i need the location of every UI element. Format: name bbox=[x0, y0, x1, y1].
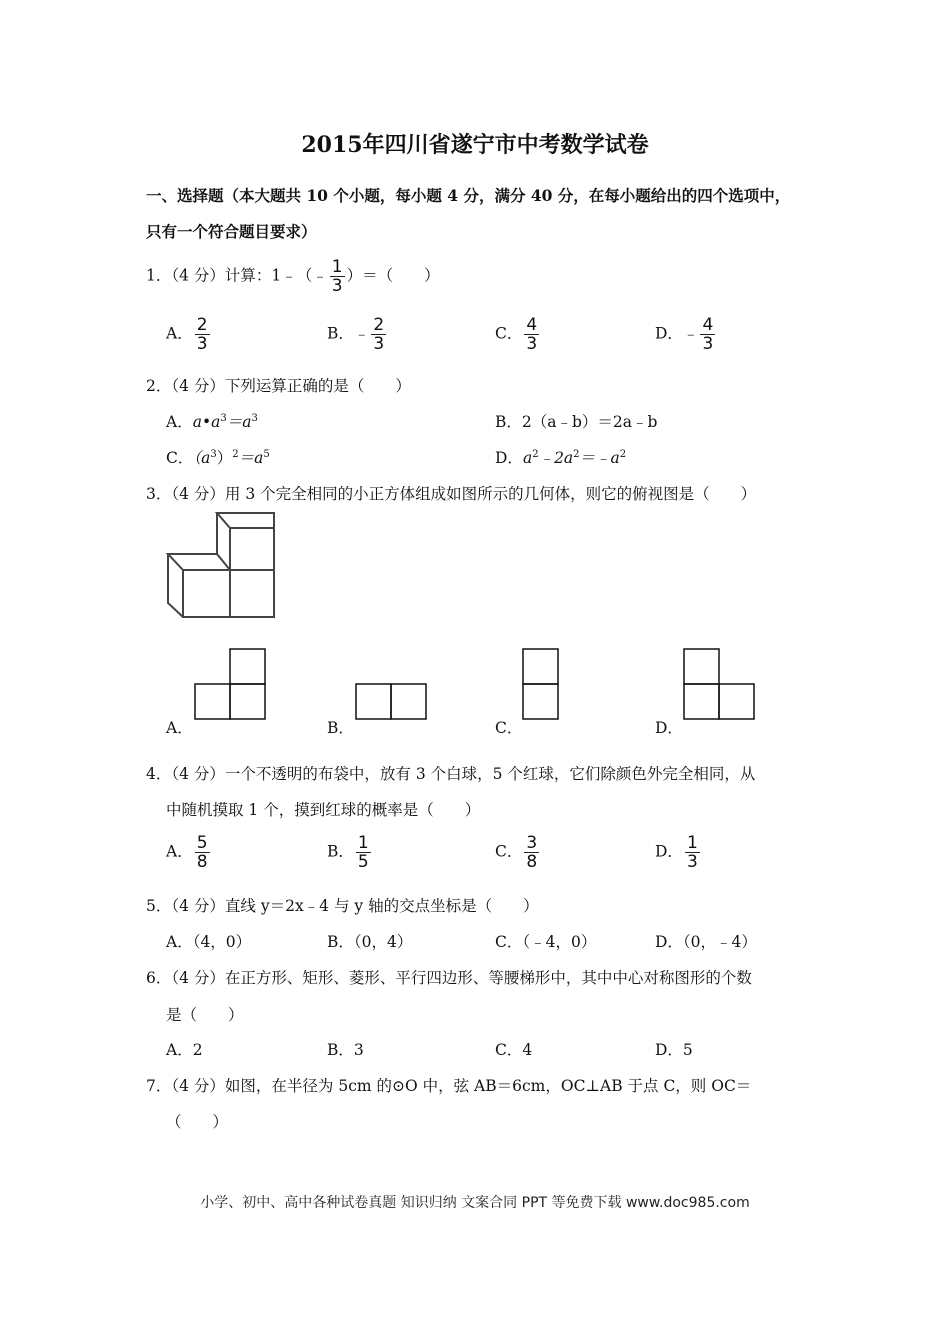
q4-option-c: C． $\frac{3}{8}$ bbox=[495, 833, 538, 872]
q3-option-d-label: D． bbox=[655, 719, 683, 737]
question-6-line2: 是（ ） bbox=[166, 1006, 244, 1024]
q3-option-d-figure bbox=[683, 648, 757, 720]
question-5: 5．（4 分）直线 y＝2x﹣4 与 y 轴的交点坐标是（ ） bbox=[146, 897, 539, 915]
page-title: 2015年四川省遂宁市中考数学试卷 bbox=[301, 132, 649, 158]
q3-option-c-figure bbox=[522, 648, 560, 720]
q1-option-b: B．﹣ $\frac{2}{3}$ bbox=[327, 315, 385, 354]
section-heading-line1: 一、选择题（本大题共 10 个小题，每小题 4 分，满分 40 分，在每小题给出的四个选项中， bbox=[146, 186, 791, 205]
q3-option-b-label: B． bbox=[327, 719, 354, 737]
q3-option-c-label: C． bbox=[495, 719, 523, 737]
q1-option-a: A． $\frac{2}{3}$ bbox=[166, 315, 208, 354]
footer-note: 小学、初中、高中各种试卷真题 知识归纳 文案合同 PPT 等免费下载 www.doc985.com bbox=[200, 1195, 750, 1211]
question-1-prefix: 1．（4 分）计算：1﹣（﹣ bbox=[146, 266, 328, 285]
q6-option-a: A．2 bbox=[166, 1041, 203, 1059]
q3-option-b-figure bbox=[355, 683, 429, 720]
question-7-line1: 7．（4 分）如图，在半径为 5cm 的⊙O 中，弦 AB＝6cm，OC⊥AB 于点 C，则 OC＝ bbox=[146, 1077, 752, 1095]
q2-option-b: B．2（a﹣b）＝2a﹣b bbox=[495, 413, 658, 431]
question-7-line2: （ ） bbox=[166, 1113, 229, 1131]
q4-option-b: B． $\frac{1}{5}$ bbox=[327, 833, 369, 872]
q4-option-a: A． $\frac{5}{8}$ bbox=[166, 833, 208, 872]
question-4-line1: 4．（4 分）一个不透明的布袋中，放有 3 个白球，5 个红球，它们除颜色外完全相同，从 bbox=[146, 765, 756, 783]
question-1-suffix: ）＝（ ） bbox=[346, 266, 440, 285]
q1-option-c: C． $\frac{4}{3}$ bbox=[495, 315, 538, 354]
section-heading-line2: 只有一个符合题目要求） bbox=[146, 222, 317, 241]
q6-option-b: B．3 bbox=[327, 1041, 364, 1059]
q4-option-d: D． $\frac{1}{3}$ bbox=[655, 833, 698, 872]
q2-option-a: A．$a•a^3=a^3$ bbox=[166, 413, 258, 431]
q6-option-c: C．4 bbox=[495, 1041, 533, 1059]
question-4-line2: 中随机摸取 1 个，摸到红球的概率是（ ） bbox=[166, 801, 481, 819]
q5-option-d: D．（0，﹣4） bbox=[655, 933, 757, 951]
q3-option-a-label: A． bbox=[166, 719, 193, 737]
question-1-fraction: $\frac{1}{3}$ bbox=[331, 257, 343, 296]
cube-solid-figure bbox=[163, 512, 278, 620]
q2-option-d: D．$a^2﹣2a^2=﹣a^2$ bbox=[495, 449, 627, 467]
question-2: 2．（4 分）下列运算正确的是（ ） bbox=[146, 377, 411, 395]
q5-option-a: A．（4，0） bbox=[166, 933, 252, 951]
question-1 bbox=[146, 258, 440, 295]
question-6-line1: 6．（4 分）在正方形、矩形、菱形、平行四边形、等腰梯形中，其中中心对称图形的个数 bbox=[146, 969, 752, 987]
q1-option-d: D．﹣ $\frac{4}{3}$ bbox=[655, 315, 714, 354]
question-3: 3．（4 分）用 3 个完全相同的小正方体组成如图所示的几何体，则它的俯视图是（ ） bbox=[146, 485, 757, 503]
q5-option-b: B．（0，4） bbox=[327, 933, 413, 951]
q3-option-a-figure bbox=[193, 648, 267, 720]
q6-option-d: D．5 bbox=[655, 1041, 693, 1059]
q5-option-c: C．（﹣4，0） bbox=[495, 933, 597, 951]
q2-option-c: C．$(a^3)^2=a^5$ bbox=[166, 449, 270, 467]
